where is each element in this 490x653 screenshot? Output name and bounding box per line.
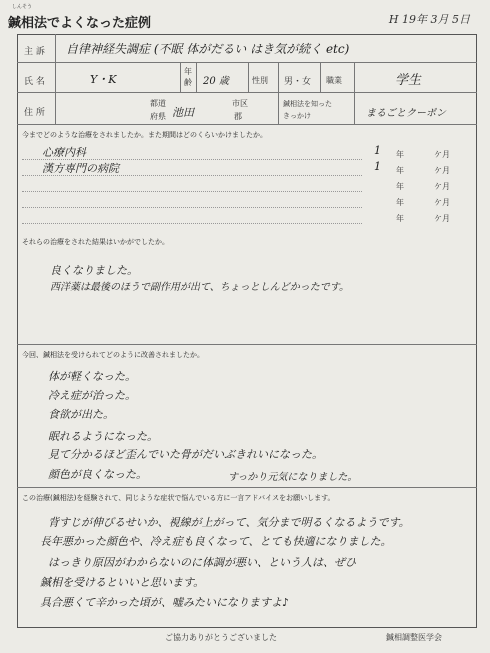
name-value: Y・K — [90, 73, 117, 86]
improvement-line: 食欲が出た。 — [48, 408, 114, 421]
advice-line: 具合悪くて辛かった頃が、嘘みたいになりますよ♪ — [40, 596, 290, 609]
footer-org: 鍼相調整医学会 — [386, 633, 442, 642]
advice-line: 長年悪かった顔色や、冷え症も良くなって、とても快適になりました。 — [40, 535, 392, 548]
improvement-line: 眠れるようになった。 — [48, 430, 158, 443]
divider — [278, 93, 279, 125]
dotted-line — [22, 223, 362, 224]
divider — [278, 63, 279, 93]
month-unit: ケ月 — [434, 182, 450, 191]
improvement-line: 冷え症が治った。 — [48, 389, 136, 402]
complaint-label: 主 訴 — [24, 47, 45, 57]
improvement-line: 体が軽くなった。 — [48, 370, 136, 383]
howknow-label-1: 鍼相法を知った — [283, 100, 332, 108]
title-ruby: しんそう — [12, 4, 33, 10]
question-results: それらの治療をされた結果はいかがでしたか。 — [22, 238, 169, 246]
month-unit: ケ月 — [434, 214, 450, 223]
treatment-row — [22, 192, 462, 208]
job-value: 学生 — [395, 73, 422, 88]
results-line: 良くなりました。 — [50, 264, 138, 277]
divider — [320, 63, 321, 93]
section-divider — [17, 344, 477, 345]
question-improvements: 今回、鍼相法を受けられてどのように改善されましたか。 — [22, 351, 204, 359]
treatment-name: 心療内科 — [42, 146, 86, 159]
year-unit: 年 — [396, 150, 404, 159]
treatment-row — [22, 208, 462, 224]
divider — [196, 63, 197, 93]
month-unit: ケ月 — [434, 198, 450, 207]
address-label: 住 所 — [24, 108, 45, 118]
form-date: H 19年 3月 5日 — [388, 13, 470, 26]
city-value: 池田 — [172, 106, 194, 119]
treatment-row — [22, 144, 462, 160]
treatment-name: 漢方専門の病院 — [42, 162, 119, 175]
city-label-1: 市区 — [232, 99, 248, 108]
pref-label-1: 都道 — [150, 99, 166, 108]
sex-value: 男・女 — [284, 77, 312, 87]
improvement-line: 顔色が良くなった。 — [48, 468, 147, 481]
pref-label-2: 府県 — [150, 112, 166, 121]
name-label: 氏 名 — [24, 77, 45, 87]
results-line: 西洋薬は最後のほうで副作用が出て、ちょっとしんどかったです。 — [50, 282, 349, 293]
treatment-years: 1 — [374, 144, 381, 157]
city-label-2: 郡 — [234, 112, 242, 121]
improvement-line: 見て分かるほど歪んでいた骨がだいぶきれいになった。 — [48, 448, 323, 461]
year-unit: 年 — [396, 182, 404, 191]
treatment-row — [22, 160, 462, 176]
section-divider — [17, 487, 477, 488]
howknow-label-2: きっかけ — [283, 112, 311, 120]
page-title: 鍼相法でよくなった症例 — [8, 16, 152, 31]
age-label: 年齢 — [184, 67, 192, 87]
age-value: 20 歳 — [203, 76, 229, 87]
improvement-note: すっかり元気になりました。 — [228, 472, 358, 483]
year-unit: 年 — [396, 198, 404, 207]
year-unit: 年 — [396, 166, 404, 175]
advice-line: 背すじが伸びるせいか、視線が上がって、気分まで明るくなるようです。 — [48, 516, 410, 529]
treatment-row — [22, 176, 462, 192]
job-label: 職業 — [326, 76, 342, 85]
treatment-years: 1 — [374, 160, 381, 173]
sex-label: 性別 — [252, 76, 268, 85]
month-unit: ケ月 — [434, 166, 450, 175]
divider — [248, 63, 249, 93]
question-treatments: 今までどのような治療をされましたか。また期間はどのくらいかけましたか。 — [22, 131, 267, 139]
advice-line: 鍼相を受けるといいと思います。 — [40, 576, 205, 589]
footer-thanks: ご協力ありがとうございました — [165, 633, 277, 642]
question-advice: この治療(鍼相法)を経験されて、同じような症状で悩んでいる方に一言アドバイスをお願いします。 — [22, 494, 335, 502]
year-unit: 年 — [396, 214, 404, 223]
howknow-value: まるごとクーポン — [366, 108, 446, 119]
month-unit: ケ月 — [434, 150, 450, 159]
divider — [354, 93, 355, 125]
divider — [354, 63, 355, 93]
complaint-value: 自律神経失調症 (不眠 体がだるい はき気が続く etc) — [66, 42, 350, 56]
divider — [180, 63, 181, 93]
advice-line: はっきり原因がわからないのに体調が悪い、という人は、ぜひ — [48, 556, 356, 569]
